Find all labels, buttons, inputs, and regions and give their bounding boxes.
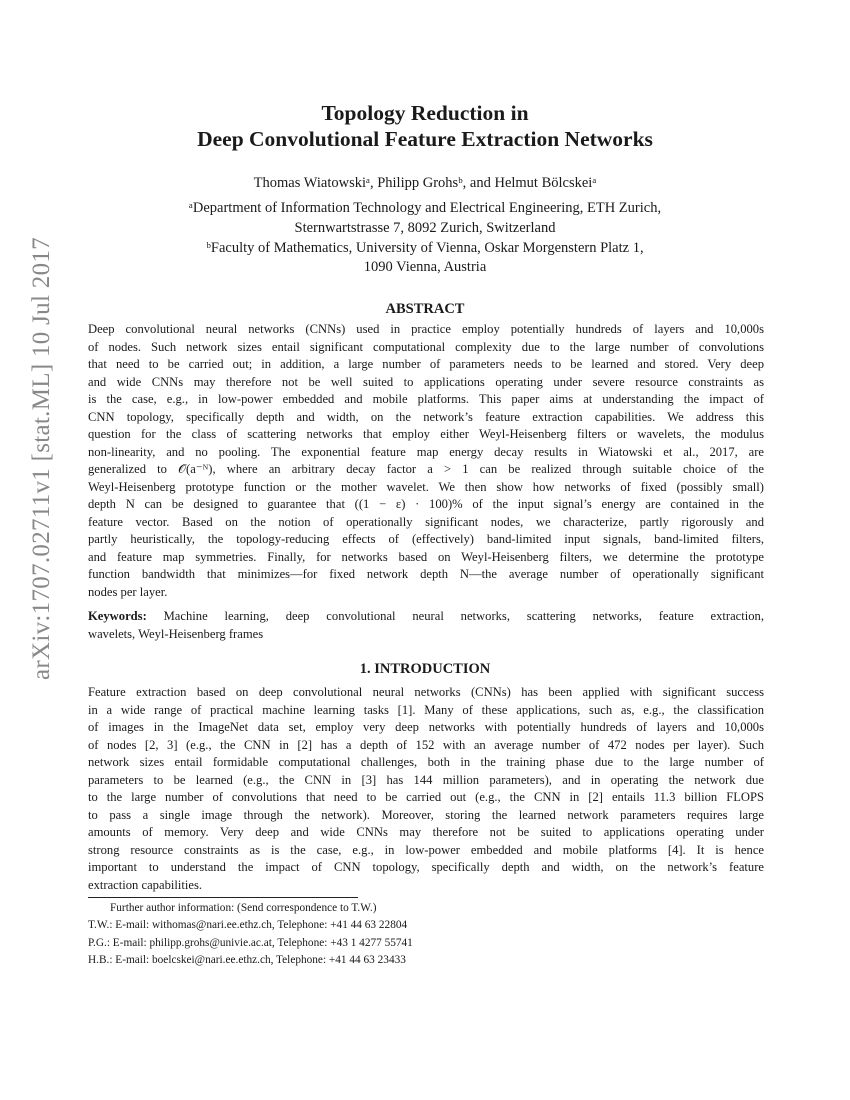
text-line: important to understand the impact of CNN topology, specifically depth and width, on the network’s feature	[88, 860, 764, 874]
abstract-heading: ABSTRACT	[385, 301, 465, 317]
text-line: Feature extraction based on deep convolutional neural networks (CNNs) has been applied with significant success	[88, 685, 764, 699]
text-line: extraction capabilities.	[88, 877, 202, 892]
affiliations	[0, 199, 850, 278]
text-line: non-linearity, and no pooling. The exponential feature map energy decay results in Wiatowski et al., 2017, are	[88, 444, 764, 459]
title-line: Deep Convolutional Feature Extraction Networks	[197, 127, 653, 151]
affiliation-line: ᵇFaculty of Mathematics, University of Vienna, Oskar Morgenstern Platz 1,	[206, 239, 644, 256]
footnote-line: Further author information: (Send correspondence to T.W.)	[110, 902, 377, 914]
arxiv-stamp: arXiv:1707.02711v1 [stat.ML] 10 Jul 2017	[28, 237, 55, 680]
text-line: partly heuristically, the topology-reducing effects of (effectively) band-limited input signals, band-limited filters,	[88, 532, 764, 546]
authors: Thomas Wiatowskiᵃ, Philipp Grohsᵇ, and Helmut Bölcskeiᵃ	[253, 175, 597, 191]
keywords-line: wavelets, Weyl-Heisenberg frames	[88, 626, 264, 641]
text-line: and feature map symmetries. Finally, for networks based on Weyl-Heisenberg filters, we determine the prototype	[88, 549, 764, 564]
text-line: question for the class of scattering networks that employ either Weyl-Heisenberg filters or wavelets, the modulus	[88, 427, 764, 441]
keywords-line: Machine learning, deep convolutional neural networks, scattering networks, feature extraction,	[163, 609, 764, 623]
footnotes	[88, 900, 413, 970]
introduction-body	[88, 684, 764, 894]
footnote-line: H.B.: E-mail: boelcskei@nari.ee.ethz.ch, Telephone: +41 44 63 23433	[88, 954, 406, 967]
text-line: depth N can be designed to guarantee that ((1 − ε) · 100)% of the input signal’s energy are contained in the	[88, 497, 764, 511]
text-line: amounts of memory. Very deep and wide CNNs may therefore not be suited to applications operating under	[88, 825, 764, 839]
text-line: feature vector. Based on the notion of operationally significant nodes, we characterize, partly rigorously and	[88, 514, 764, 529]
text-line: and wide CNNs may therefore not be well suited to applications operating under severe resource constraints as	[88, 374, 764, 389]
text-line: of nodes [2, 3] (e.g., the CNN in [2] has a depth of 152 with an average number of 472 nodes per layer). Such	[88, 737, 764, 752]
affiliation-line: 1090 Vienna, Austria	[363, 259, 487, 276]
abstract-body	[88, 321, 764, 601]
title-line: Topology Reduction in	[321, 101, 529, 125]
text-line: is the case, e.g., in low-power embedded and mobile platforms. This paper aims at understanding the impact of	[88, 392, 764, 406]
text-line: that need to be carried out; in addition, a large number of parameters needs to be learned and stored. Very deep	[88, 357, 764, 371]
text-line: Deep convolutional neural networks (CNNs) used in practice employ potentially hundreds of layers and 10,000s	[88, 322, 764, 336]
affiliation-line: ᵃDepartment of Information Technology and Electrical Engineering, ETH Zurich,	[188, 200, 662, 216]
text-line: generalized to 𝒪(a⁻ᴺ), where an arbitrary decay factor a > 1 can be realized through suitable choice of the	[88, 462, 764, 476]
introduction-heading: 1. INTRODUCTION	[359, 661, 491, 677]
text-line: of images in the ImageNet data set, employ very deep networks with potentially hundreds of layers and 10,000s	[88, 720, 764, 734]
text-line: network sizes entail formidable computational challenges, both in the training phase due to the large number of	[88, 755, 764, 769]
text-line: parameters to be learned (e.g., the CNN in [3] has 144 million parameters), and in operating the network due	[88, 772, 764, 787]
affiliation-line: Sternwartstrasse 7, 8092 Zurich, Switzerland	[294, 219, 556, 236]
text-line: CNN topology, specifically depth and width, on the network’s feature extraction capabilities. We address this	[88, 409, 764, 424]
text-line: to the large number of convolutions that need to be carried out (e.g., the CNN in [2] entails 11.3 billion FLOPS	[88, 790, 764, 804]
footnote-rule	[88, 897, 358, 898]
footnote-line: T.W.: E-mail: withomas@nari.ee.ethz.ch, Telephone: +41 44 63 22804	[88, 919, 408, 932]
text-line: Weyl-Heisenberg prototype function or the mother wavelet. We then show how networks of fixed (possibly small)	[88, 479, 764, 494]
text-line: nodes per layer.	[88, 584, 168, 599]
text-line: of nodes. Such network sizes entail significant computational complexity due to the large number of convolutions	[88, 339, 764, 354]
keywords-label: Keywords:	[88, 609, 147, 623]
text-line: to pass a single image through the network). Moreover, storing the learned network parameters requires large	[88, 807, 764, 822]
text-line: function bandwidth that minimizes—for fixed network depth N—the average number of operationally significant	[88, 567, 764, 581]
text-line: strong resource constraints as is the case, e.g., in low-power embedded and mobile platforms [4]. It is hence	[88, 842, 764, 857]
text-line: in a wide range of practical machine learning tasks [1]. Many of these applications, such as, e.g., the classification	[88, 702, 764, 717]
paper-title	[0, 100, 850, 152]
footnote-line: P.G.: E-mail: philipp.grohs@univie.ac.at, Telephone: +43 1 4277 55741	[88, 936, 413, 949]
keywords	[88, 608, 764, 643]
